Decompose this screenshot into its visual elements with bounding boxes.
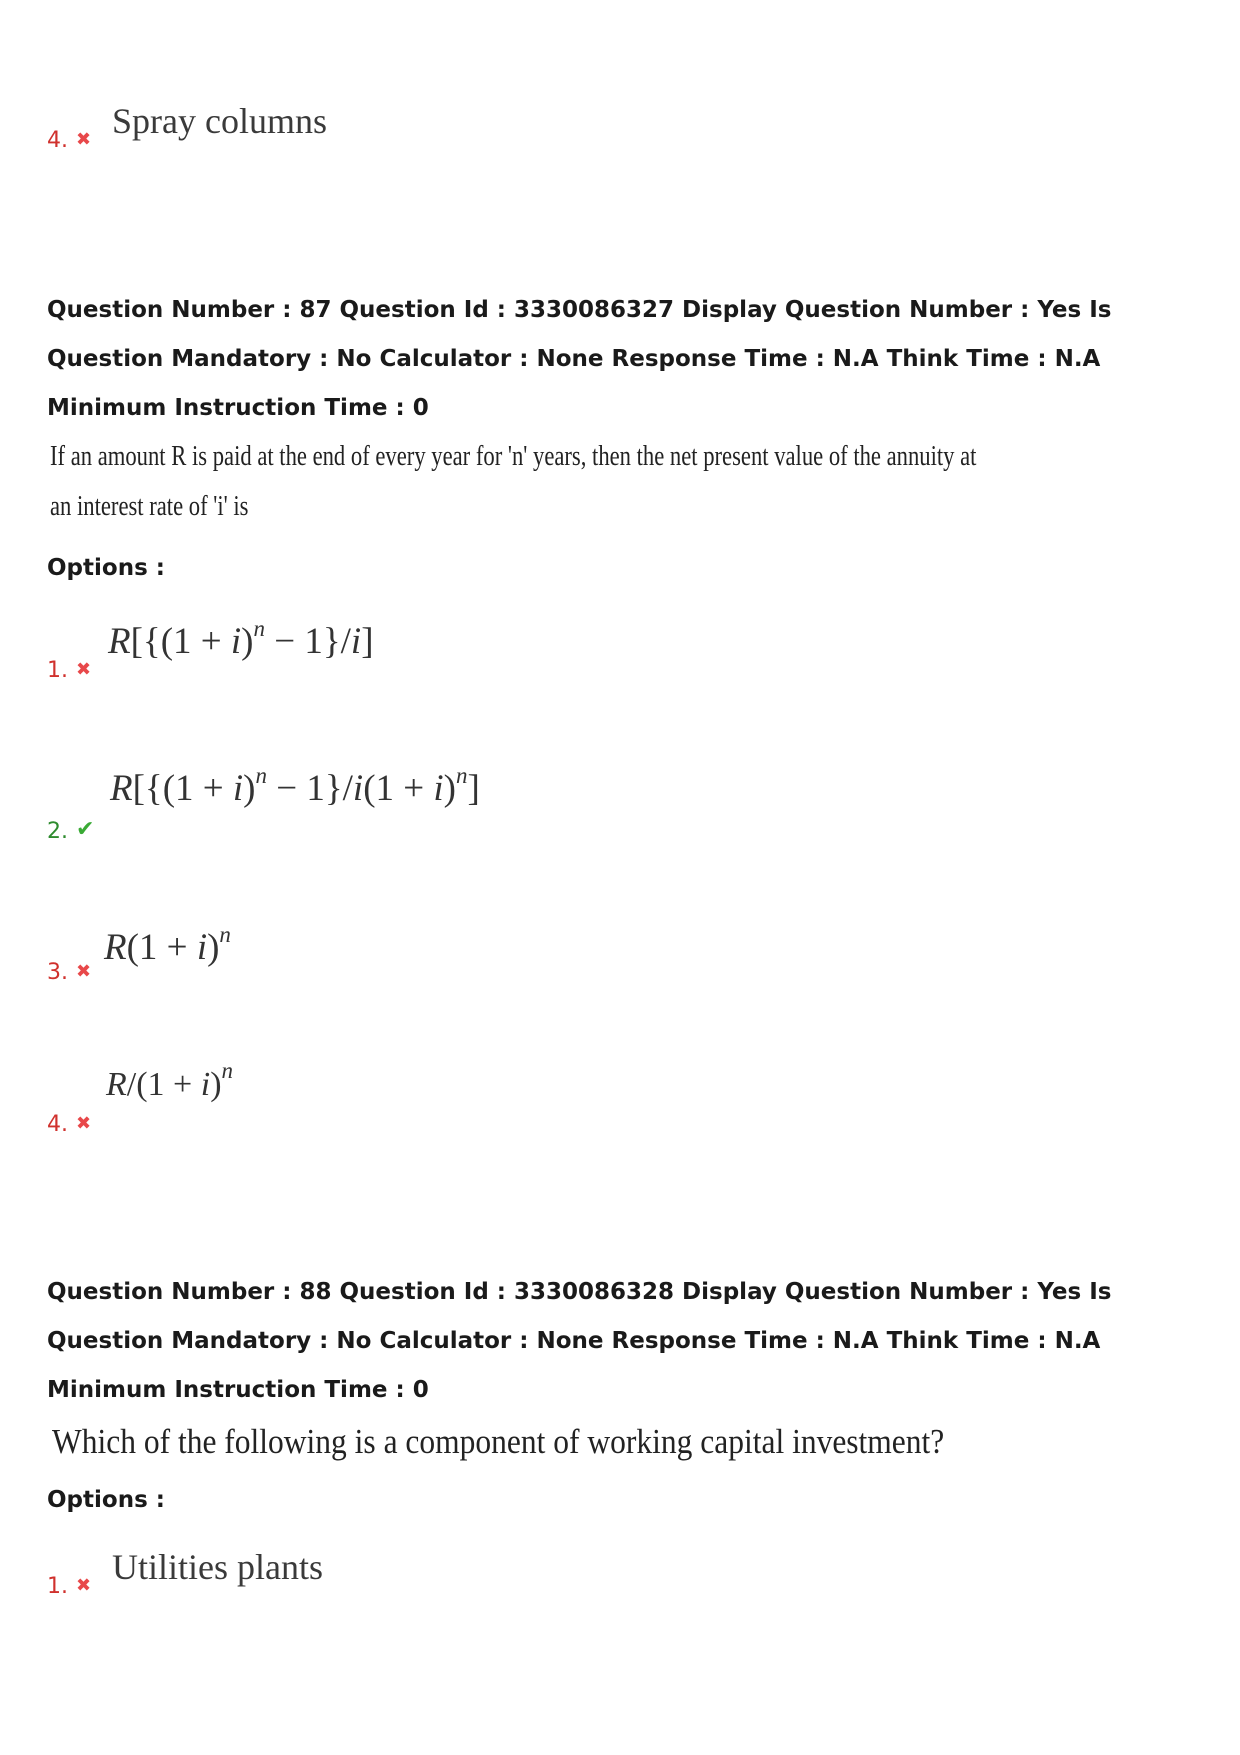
check-icon: ✔ (76, 817, 95, 842)
cross-icon: ✖ (76, 1575, 92, 1596)
question-text-line: an interest rate of 'i' is (50, 490, 249, 522)
option-number: 4. ✖ (47, 1112, 92, 1137)
options-label: Options : (47, 1487, 165, 1513)
question-meta: Question Number : 88 Question Id : 3330086328 Display Question Number : Yes Is Question Mandatory : No Calculator : None Response Time : N.A Think Time : N.A Minimum Instruction Time : 0 (47, 1279, 1112, 1403)
options-label: Options : (47, 555, 165, 581)
option-number: 1. ✖ (47, 1574, 92, 1599)
option-formula: $R(1 + i)^n$ (104, 922, 231, 968)
option-number: 3. ✖ (47, 960, 92, 985)
question-text-line: If an amount R is paid at the end of every year for 'n' years, then the net present value of the annuity at (50, 440, 977, 472)
option-formula: $R[\{(1 + i)^n - 1\}/i]$ (108, 616, 374, 662)
cross-icon: ✖ (76, 129, 92, 150)
question-meta: Question Number : 87 Question Id : 3330086327 Display Question Number : Yes Is Question Mandatory : No Calculator : None Response Time : N.A Think Time : N.A Minimum Instruction Time : 0 (47, 297, 1112, 421)
option-number: 1. ✖ (47, 658, 92, 683)
cross-icon: ✖ (76, 1113, 92, 1134)
question-text: Which of the following is a component of working capital investment? (52, 1422, 945, 1461)
option-formula: $R[\{(1 + i)^n - 1\}/i(1 + i)^n]$ (110, 763, 480, 809)
option-text: Utilities plants (112, 1547, 323, 1587)
option-number: 2. ✔ (47, 817, 95, 844)
option-formula: $R/(1 + i)^n$ (106, 1058, 234, 1103)
cross-icon: ✖ (76, 659, 92, 680)
option-number: 4. ✖ (47, 128, 92, 153)
option-text: Spray columns (112, 101, 327, 141)
cross-icon: ✖ (76, 961, 92, 982)
